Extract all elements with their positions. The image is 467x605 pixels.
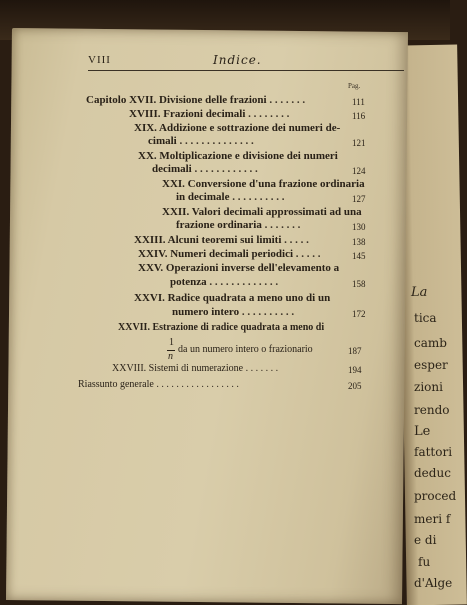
toc-page-number: 172: [352, 309, 366, 319]
toc-entry: numero intero . . . . . . . . . .: [172, 306, 295, 318]
toc-page-number: 111: [352, 97, 365, 107]
toc-entry: da un numero intero o frazionario: [178, 344, 313, 355]
toc-entry: XXVII. Estrazione di radice quadrata a meno di: [118, 322, 325, 333]
right-fragment: meri f: [414, 512, 451, 526]
toc-page-number: 121: [352, 138, 366, 148]
toc-entry: XXI. Conversione d'una frazione ordinaria: [162, 178, 365, 190]
toc-entry: XXVIII. Sistemi di numerazione . . . . . . .: [112, 363, 279, 374]
toc-entry: Capitolo XVII. Divisione delle frazioni . . . . . . .: [86, 94, 306, 106]
right-fragment: deduc: [414, 466, 451, 480]
right-fragment: proced: [414, 489, 457, 503]
right-fragment: tica: [414, 311, 437, 325]
right-fragment: La: [411, 285, 428, 300]
toc-entry: cimali . . . . . . . . . . . . . .: [148, 135, 254, 147]
pag-column-label: Pag.: [348, 82, 361, 90]
page-title: Indice.: [213, 53, 262, 67]
toc-entry: XXVI. Radice quadrata a meno uno di un: [134, 292, 331, 304]
right-fragment: zioni: [414, 380, 443, 394]
toc-entry: Riassunto generale . . . . . . . . . . . . . . . . .: [78, 379, 239, 390]
toc-page-number: 145: [352, 251, 366, 261]
toc-entry: potenza . . . . . . . . . . . . .: [170, 276, 279, 288]
toc-entry: XXIV. Numeri decimali periodici . . . . .: [138, 248, 321, 260]
page-number: VIII: [88, 54, 111, 66]
toc-entry: XIX. Addizione e sottrazione dei numeri de-: [134, 122, 341, 134]
toc-page-number: 187: [348, 346, 362, 356]
right-fragment: camb: [414, 336, 447, 350]
right-fragment: rendo: [414, 403, 450, 417]
page-header: [88, 48, 404, 71]
toc-entry: XX. Moltiplicazione e divisione dei numeri: [138, 150, 338, 162]
right-fragment: d'Alge: [414, 576, 453, 590]
toc-entry: decimali . . . . . . . . . . . .: [152, 163, 258, 175]
toc-page-number: 124: [352, 166, 366, 176]
toc-page-number: 138: [352, 237, 366, 247]
right-fragment: fu: [418, 555, 431, 569]
toc-page-number: 205: [348, 381, 362, 391]
toc-page-number: 127: [352, 194, 366, 204]
toc-entry: XXIII. Alcuni teoremi sui limiti . . . . .: [134, 234, 309, 246]
right-fragment: fattori: [414, 445, 453, 459]
toc-page-number: 194: [348, 365, 362, 375]
fraction-numerator: 1: [169, 337, 174, 348]
toc-entry: XXII. Valori decimali approssimati ad una: [162, 206, 362, 218]
toc-page-number: 130: [352, 222, 366, 232]
toc-entry: in decimale . . . . . . . . . .: [176, 191, 285, 203]
toc-page-number: 158: [352, 279, 366, 289]
right-fragment: Le: [414, 424, 431, 439]
toc-entry: XVIII. Frazioni decimali . . . . . . . .: [129, 108, 290, 120]
toc-page-number: 116: [352, 111, 366, 121]
fraction-denominator: n: [168, 351, 173, 362]
right-fragment: esper: [414, 358, 448, 372]
toc-entry: XXV. Operazioni inverse dell'elevamento a: [138, 262, 340, 274]
right-fragment: e di: [414, 533, 437, 547]
toc-entry: frazione ordinaria . . . . . . .: [176, 219, 301, 231]
